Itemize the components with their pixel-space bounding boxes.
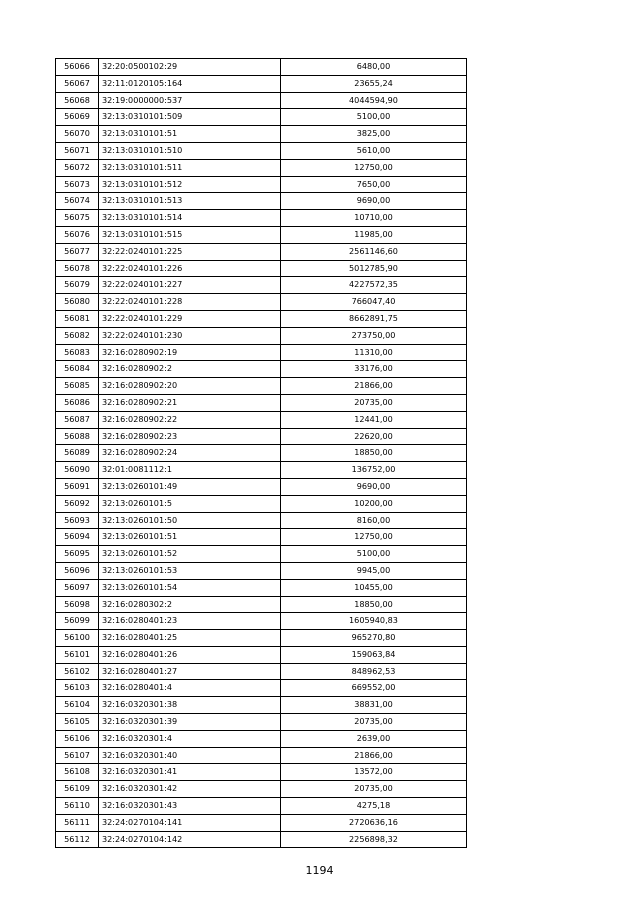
value-cell: 159063,84	[281, 646, 467, 663]
table-row	[56, 730, 467, 747]
row-number-cell: 56092	[56, 495, 99, 512]
table-row	[56, 646, 467, 663]
row-number-cell: 56083	[56, 344, 99, 361]
table-row	[56, 109, 467, 126]
value-cell: 4044594,90	[281, 92, 467, 109]
cadastral-number-cell: 32:13:0260101:52	[99, 546, 281, 563]
table-row	[56, 546, 467, 563]
value-cell: 10710,00	[281, 210, 467, 227]
row-number-cell: 56086	[56, 394, 99, 411]
table-row	[56, 159, 467, 176]
cadastral-number-cell: 32:16:0280902:2	[99, 361, 281, 378]
row-number-cell: 56070	[56, 126, 99, 143]
value-cell: 965270,80	[281, 630, 467, 647]
cadastral-number-cell: 32:22:0240101:228	[99, 294, 281, 311]
cadastral-number-cell: 32:13:0310101:512	[99, 176, 281, 193]
cadastral-number-cell: 32:16:0280302:2	[99, 596, 281, 613]
value-cell: 13572,00	[281, 764, 467, 781]
table-row	[56, 663, 467, 680]
table-row	[56, 428, 467, 445]
cadastral-number-cell: 32:13:0260101:54	[99, 579, 281, 596]
cadastral-number-cell: 32:22:0240101:225	[99, 243, 281, 260]
table-row	[56, 747, 467, 764]
row-number-cell: 56097	[56, 579, 99, 596]
cadastral-number-cell: 32:13:0310101:510	[99, 142, 281, 159]
value-cell: 11985,00	[281, 226, 467, 243]
row-number-cell: 56071	[56, 142, 99, 159]
table-row	[56, 529, 467, 546]
value-cell: 4275,18	[281, 798, 467, 815]
table-row	[56, 512, 467, 529]
table-row	[56, 260, 467, 277]
value-cell: 1605940,83	[281, 613, 467, 630]
table-row	[56, 226, 467, 243]
value-cell: 22620,00	[281, 428, 467, 445]
value-cell: 12750,00	[281, 529, 467, 546]
row-number-cell: 56103	[56, 680, 99, 697]
cadastral-number-cell: 32:11:0120105:164	[99, 75, 281, 92]
cadastral-number-cell: 32:16:0320301:42	[99, 781, 281, 798]
row-number-cell: 56068	[56, 92, 99, 109]
table-row	[56, 630, 467, 647]
row-number-cell: 56089	[56, 445, 99, 462]
cadastral-number-cell: 32:13:0310101:515	[99, 226, 281, 243]
table-row	[56, 310, 467, 327]
table-row	[56, 210, 467, 227]
value-cell: 18850,00	[281, 445, 467, 462]
value-cell: 20735,00	[281, 394, 467, 411]
row-number-cell: 56084	[56, 361, 99, 378]
value-cell: 2639,00	[281, 730, 467, 747]
cadastral-number-cell: 32:13:0260101:51	[99, 529, 281, 546]
row-number-cell: 56108	[56, 764, 99, 781]
value-cell: 6480,00	[281, 59, 467, 76]
row-number-cell: 56102	[56, 663, 99, 680]
row-number-cell: 56088	[56, 428, 99, 445]
row-number-cell: 56069	[56, 109, 99, 126]
table-row	[56, 478, 467, 495]
table-row	[56, 193, 467, 210]
table-row	[56, 142, 467, 159]
table-row	[56, 764, 467, 781]
cadastral-number-cell: 32:13:0310101:514	[99, 210, 281, 227]
row-number-cell: 56090	[56, 462, 99, 479]
cadastral-number-cell: 32:13:0260101:5	[99, 495, 281, 512]
cadastral-number-cell: 32:24:0270104:142	[99, 831, 281, 848]
table-row	[56, 411, 467, 428]
row-number-cell: 56106	[56, 730, 99, 747]
value-cell: 12441,00	[281, 411, 467, 428]
table-row	[56, 361, 467, 378]
value-cell: 5100,00	[281, 109, 467, 126]
table-row	[56, 814, 467, 831]
value-cell: 20735,00	[281, 781, 467, 798]
cadastral-value-table	[55, 58, 467, 848]
row-number-cell: 56079	[56, 277, 99, 294]
cadastral-number-cell: 32:01:0081112:1	[99, 462, 281, 479]
row-number-cell: 56074	[56, 193, 99, 210]
cadastral-number-cell: 32:16:0280902:20	[99, 378, 281, 395]
table-row	[56, 126, 467, 143]
table-row	[56, 714, 467, 731]
cadastral-number-cell: 32:22:0240101:230	[99, 327, 281, 344]
value-cell: 9690,00	[281, 193, 467, 210]
cadastral-number-cell: 32:16:0280902:22	[99, 411, 281, 428]
value-cell: 10455,00	[281, 579, 467, 596]
table-row	[56, 92, 467, 109]
value-cell: 273750,00	[281, 327, 467, 344]
value-cell: 2720636,16	[281, 814, 467, 831]
value-cell: 10200,00	[281, 495, 467, 512]
cadastral-number-cell: 32:16:0280902:21	[99, 394, 281, 411]
cadastral-number-cell: 32:16:0280401:25	[99, 630, 281, 647]
cadastral-number-cell: 32:13:0310101:513	[99, 193, 281, 210]
table-row	[56, 596, 467, 613]
row-number-cell: 56098	[56, 596, 99, 613]
cadastral-number-cell: 32:16:0280902:24	[99, 445, 281, 462]
value-cell: 21866,00	[281, 747, 467, 764]
row-number-cell: 56107	[56, 747, 99, 764]
data-table-container	[55, 58, 467, 848]
cadastral-number-cell: 32:13:0310101:511	[99, 159, 281, 176]
table-row	[56, 781, 467, 798]
row-number-cell: 56082	[56, 327, 99, 344]
value-cell: 8160,00	[281, 512, 467, 529]
row-number-cell: 56104	[56, 697, 99, 714]
table-row	[56, 294, 467, 311]
value-cell: 7650,00	[281, 176, 467, 193]
row-number-cell: 56080	[56, 294, 99, 311]
value-cell: 9690,00	[281, 478, 467, 495]
cadastral-number-cell: 32:16:0280902:23	[99, 428, 281, 445]
row-number-cell: 56091	[56, 478, 99, 495]
value-cell: 5610,00	[281, 142, 467, 159]
table-row	[56, 562, 467, 579]
cadastral-number-cell: 32:16:0320301:43	[99, 798, 281, 815]
row-number-cell: 56100	[56, 630, 99, 647]
value-cell: 669552,00	[281, 680, 467, 697]
table-row	[56, 613, 467, 630]
table-row	[56, 680, 467, 697]
value-cell: 20735,00	[281, 714, 467, 731]
cadastral-number-cell: 32:22:0240101:229	[99, 310, 281, 327]
value-cell: 38831,00	[281, 697, 467, 714]
table-row	[56, 831, 467, 848]
row-number-cell: 56078	[56, 260, 99, 277]
value-cell: 18850,00	[281, 596, 467, 613]
table-row	[56, 277, 467, 294]
value-cell: 12750,00	[281, 159, 467, 176]
cadastral-number-cell: 32:16:0320301:41	[99, 764, 281, 781]
cadastral-number-cell: 32:16:0280401:27	[99, 663, 281, 680]
table-row	[56, 579, 467, 596]
value-cell: 23655,24	[281, 75, 467, 92]
cadastral-number-cell: 32:16:0280401:23	[99, 613, 281, 630]
row-number-cell: 56111	[56, 814, 99, 831]
value-cell: 4227572,35	[281, 277, 467, 294]
value-cell: 5012785,90	[281, 260, 467, 277]
cadastral-number-cell: 32:16:0280902:19	[99, 344, 281, 361]
row-number-cell: 56093	[56, 512, 99, 529]
row-number-cell: 56112	[56, 831, 99, 848]
cadastral-number-cell: 32:13:0260101:49	[99, 478, 281, 495]
row-number-cell: 56105	[56, 714, 99, 731]
table-row	[56, 798, 467, 815]
value-cell: 9945,00	[281, 562, 467, 579]
row-number-cell: 56067	[56, 75, 99, 92]
row-number-cell: 56095	[56, 546, 99, 563]
value-cell: 848962,53	[281, 663, 467, 680]
cadastral-number-cell: 32:16:0280401:4	[99, 680, 281, 697]
value-cell: 8662891,75	[281, 310, 467, 327]
table-row	[56, 344, 467, 361]
value-cell: 136752,00	[281, 462, 467, 479]
table-row	[56, 75, 467, 92]
cadastral-number-cell: 32:13:0310101:51	[99, 126, 281, 143]
value-cell: 2256898,32	[281, 831, 467, 848]
row-number-cell: 56077	[56, 243, 99, 260]
cadastral-number-cell: 32:16:0280401:26	[99, 646, 281, 663]
table-row	[56, 697, 467, 714]
value-cell: 2561146,60	[281, 243, 467, 260]
row-number-cell: 56101	[56, 646, 99, 663]
row-number-cell: 56110	[56, 798, 99, 815]
cadastral-number-cell: 32:16:0320301:38	[99, 697, 281, 714]
row-number-cell: 56096	[56, 562, 99, 579]
row-number-cell: 56087	[56, 411, 99, 428]
page-number: 1194	[305, 864, 334, 877]
table-row	[56, 327, 467, 344]
cadastral-number-cell: 32:13:0260101:50	[99, 512, 281, 529]
cadastral-number-cell: 32:22:0240101:227	[99, 277, 281, 294]
table-row	[56, 378, 467, 395]
value-cell: 33176,00	[281, 361, 467, 378]
row-number-cell: 56072	[56, 159, 99, 176]
row-number-cell: 56109	[56, 781, 99, 798]
cadastral-number-cell: 32:16:0320301:39	[99, 714, 281, 731]
value-cell: 766047,40	[281, 294, 467, 311]
row-number-cell: 56075	[56, 210, 99, 227]
cadastral-number-cell: 32:16:0320301:4	[99, 730, 281, 747]
cadastral-number-cell: 32:20:0500102:29	[99, 59, 281, 76]
table-row	[56, 243, 467, 260]
row-number-cell: 56085	[56, 378, 99, 395]
cadastral-number-cell: 32:24:0270104:141	[99, 814, 281, 831]
row-number-cell: 56076	[56, 226, 99, 243]
table-row	[56, 462, 467, 479]
table-row	[56, 394, 467, 411]
value-cell: 21866,00	[281, 378, 467, 395]
row-number-cell: 56099	[56, 613, 99, 630]
row-number-cell: 56081	[56, 310, 99, 327]
table-row	[56, 445, 467, 462]
cadastral-number-cell: 32:13:0310101:509	[99, 109, 281, 126]
cadastral-number-cell: 32:22:0240101:226	[99, 260, 281, 277]
value-cell: 3825,00	[281, 126, 467, 143]
value-cell: 11310,00	[281, 344, 467, 361]
row-number-cell: 56094	[56, 529, 99, 546]
row-number-cell: 56073	[56, 176, 99, 193]
table-row	[56, 495, 467, 512]
row-number-cell: 56066	[56, 59, 99, 76]
table-row	[56, 59, 467, 76]
value-cell: 5100,00	[281, 546, 467, 563]
table-row	[56, 176, 467, 193]
cadastral-number-cell: 32:13:0260101:53	[99, 562, 281, 579]
cadastral-number-cell: 32:19:0000000:537	[99, 92, 281, 109]
table-body	[56, 59, 467, 848]
cadastral-number-cell: 32:16:0320301:40	[99, 747, 281, 764]
